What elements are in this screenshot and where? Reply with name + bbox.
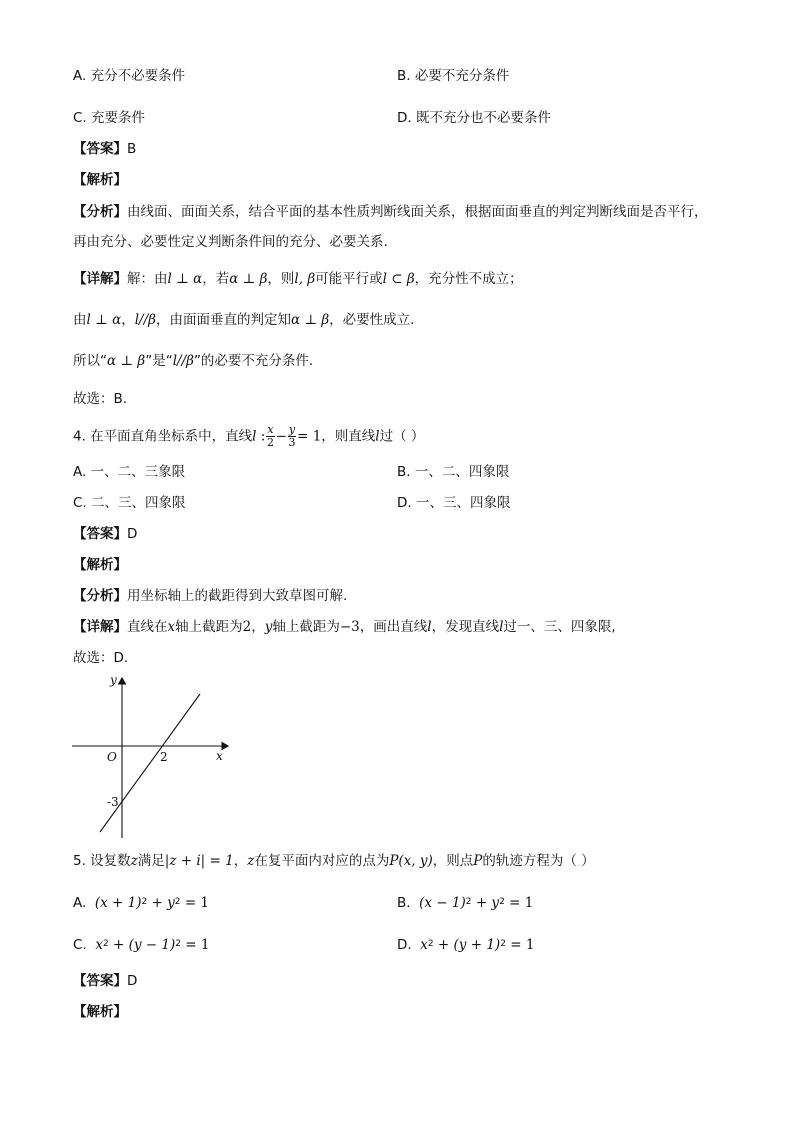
x-intercept-label: 2	[160, 750, 168, 764]
text: 轴上截距为	[175, 619, 243, 635]
math: α ⊥ β	[107, 353, 146, 369]
q4-option-b: B. 一、二、四象限	[397, 464, 510, 480]
text: ”的必要不充分条件.	[193, 353, 314, 369]
denominator: 3	[288, 436, 296, 449]
math: = 1	[180, 937, 210, 953]
text: 过一、三、四象限,	[503, 619, 616, 635]
math: (x − 1)	[419, 895, 466, 911]
q4-detail	[73, 621, 616, 635]
q4-option-c: C. 二、三、四象限	[73, 495, 186, 511]
q3-detail-line2	[73, 314, 414, 328]
analysis-tag: 【解析】	[73, 557, 127, 573]
q3-option-c: C. 充要条件	[73, 110, 146, 126]
detail-tag: 【详解】	[73, 271, 127, 287]
math: y	[264, 619, 273, 635]
numerator: y	[288, 423, 296, 436]
q3-detail-line3	[73, 355, 313, 369]
q5-analysis-tag	[73, 1006, 127, 1020]
q5-option-c	[73, 939, 209, 953]
answer-value: B	[127, 141, 137, 157]
text: 轴上截距为	[272, 619, 340, 635]
q5-option-d	[397, 939, 534, 953]
text: ，发现直线	[431, 619, 500, 635]
text: ，若	[202, 271, 230, 287]
math: + (y − 1)	[108, 937, 176, 953]
math: z	[247, 853, 255, 869]
text: ，	[233, 853, 248, 869]
exponent: 2	[102, 939, 109, 949]
math: + (y + 1)	[433, 937, 501, 953]
q4-option-a: A. 一、二、三象限	[73, 464, 186, 480]
y-axis-label: y	[110, 673, 117, 687]
text: 在复平面内对应的点为	[254, 853, 390, 869]
math: l//β	[134, 312, 156, 328]
text: :	[256, 428, 266, 445]
q3-fenxi-line2: 再由充分、必要性定义判断条件间的充分、必要关系.	[73, 234, 388, 250]
q5-option-b	[397, 897, 533, 911]
math: P	[473, 853, 483, 869]
q4-fenxi	[73, 590, 347, 604]
text: ，	[251, 619, 265, 635]
option-label: C.	[73, 937, 87, 953]
math: = 1	[505, 937, 535, 953]
fraction-y-over-3	[288, 424, 296, 449]
text: ，	[121, 312, 135, 328]
math: (x + 1)	[94, 895, 142, 911]
analysis-tag: 【解析】	[73, 1004, 127, 1020]
q5-answer	[73, 975, 137, 989]
fenxi-text: 用坐标轴上的截距得到大致草图可解.	[127, 588, 348, 604]
answer-tag: 【答案】	[73, 526, 127, 542]
answer-value: D	[127, 973, 138, 989]
exponent: 2	[427, 939, 434, 949]
denominator: 2	[266, 436, 274, 449]
analysis-tag: 【解析】	[73, 172, 127, 188]
math: 2	[242, 619, 252, 635]
fenxi-tag: 【分析】	[73, 204, 127, 220]
text: ，画出直线	[359, 619, 428, 635]
math: −3	[339, 619, 360, 635]
fraction-x-over-2	[266, 424, 274, 449]
fenxi-tag: 【分析】	[73, 588, 127, 604]
math: z	[130, 853, 138, 869]
math: = 1	[504, 895, 534, 911]
math: l ⊂ β	[382, 271, 415, 287]
answer-tag: 【答案】	[73, 141, 127, 157]
math: l	[252, 428, 257, 445]
text: 4. 在平面直角坐标系中，直线	[73, 428, 253, 445]
q4-option-d: D. 一、三、四象限	[397, 495, 511, 511]
math: l//β	[172, 353, 194, 369]
q3-analysis-tag	[73, 174, 127, 188]
detail-tag: 【详解】	[73, 619, 127, 635]
q4-analysis-tag	[73, 559, 127, 573]
answer-value: D	[127, 526, 138, 542]
math: l ⊥ α	[86, 312, 122, 328]
text: = 1	[297, 428, 322, 445]
text: 可能平行或	[315, 271, 383, 287]
fenxi-text: 由线面、面面关系，结合平面的基本性质判断线面关系，根据面面垂直的判定判断线面是否平行，	[127, 204, 708, 220]
text: 解：由	[127, 271, 168, 287]
math: + y	[147, 895, 175, 911]
exponent: 2	[500, 939, 506, 949]
text: ，充分性不成立；	[414, 271, 523, 287]
q3-option-d: D. 既不充分也不必要条件	[397, 110, 551, 126]
origin-label: O	[107, 750, 117, 764]
math: P(x, y)	[389, 853, 433, 869]
math: l, β	[294, 271, 316, 287]
math: x	[420, 937, 428, 953]
text: ”是“	[145, 353, 173, 369]
text: 所以“	[73, 353, 107, 369]
answer-tag: 【答案】	[73, 973, 127, 989]
text: −	[275, 428, 287, 445]
text: ，则直线	[321, 428, 376, 445]
q3-option-b: B. 必要不充分条件	[397, 68, 510, 84]
q3-option-a: A. 充分不必要条件	[73, 68, 186, 84]
q4-choose: 故选：D.	[73, 650, 129, 666]
text: ，则	[267, 271, 295, 287]
text: ，由面面垂直的判定知	[155, 312, 291, 328]
q3-answer	[73, 143, 136, 157]
math: x	[167, 619, 176, 635]
math: α ⊥ β	[229, 271, 268, 287]
q5-stem	[73, 855, 595, 869]
q5-option-a	[73, 897, 209, 911]
math: x	[95, 937, 103, 953]
math: l	[375, 428, 380, 445]
q3-detail-line1	[73, 273, 523, 287]
math: α ⊥ β	[290, 312, 330, 328]
option-label: A.	[73, 895, 87, 911]
option-label: B.	[397, 895, 411, 911]
text: 过（ ）	[379, 428, 425, 445]
exponent: 2	[499, 897, 505, 907]
numerator: x	[267, 423, 274, 436]
text: 的轨迹方程为（ ）	[482, 853, 595, 869]
line-sketch-graph	[70, 672, 240, 840]
q3-fenxi-line1	[73, 206, 708, 220]
math: l	[499, 619, 504, 635]
exponent: 2	[174, 897, 181, 907]
text: 直线在	[127, 619, 168, 635]
text: 5. 设复数	[73, 853, 131, 869]
text: ，必要性成立.	[329, 312, 415, 328]
math: l ⊥ α	[167, 271, 203, 287]
q3-choose: 故选：B.	[73, 391, 128, 407]
math: = 1	[180, 895, 210, 911]
math: l	[427, 619, 432, 635]
exponent: 2	[175, 939, 181, 949]
math: + y	[471, 895, 500, 911]
text: 由	[73, 312, 87, 328]
option-label: D.	[397, 937, 412, 953]
q4-answer	[73, 528, 137, 542]
y-intercept-label: -3	[107, 795, 119, 809]
x-axis-label: x	[216, 749, 223, 763]
q4-stem	[73, 424, 424, 449]
exponent: 2	[465, 897, 472, 907]
text: 满足	[137, 853, 165, 869]
math: |z + i| = 1	[164, 853, 234, 869]
text: ，则点	[432, 853, 474, 869]
exponent: 2	[141, 897, 148, 907]
